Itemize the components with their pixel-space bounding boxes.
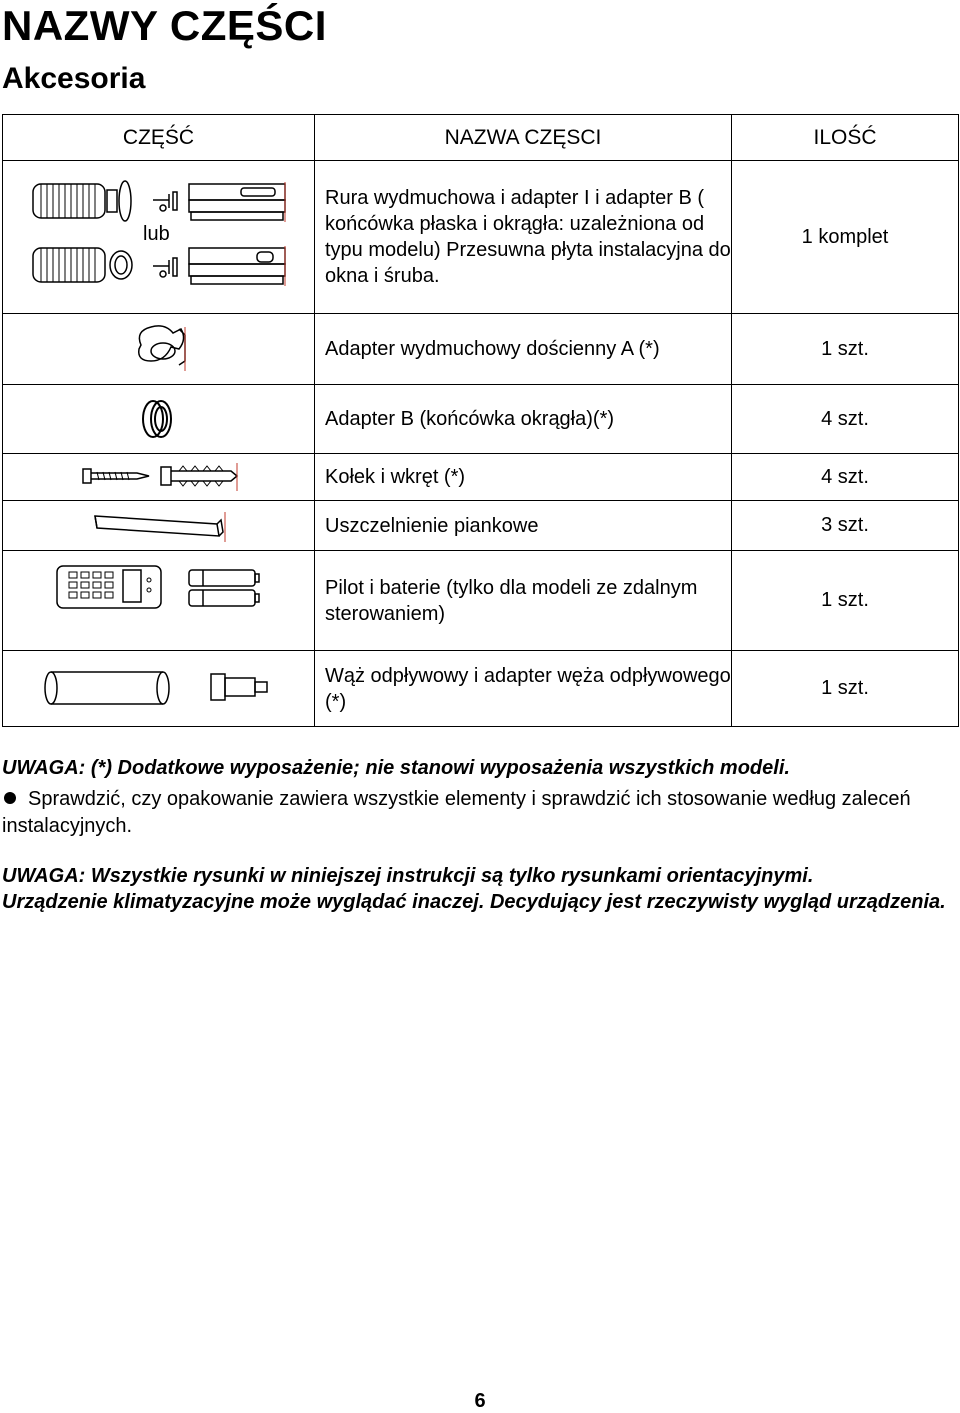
part-qty: 3 szt. <box>732 501 959 551</box>
page-title: NAZWY CZĘŚCI <box>2 2 327 49</box>
check-contents-bullet <box>2 786 952 840</box>
part-name: Adapter wydmuchowy dościenny A (*) <box>315 314 732 385</box>
table-row <box>3 501 959 551</box>
note-optional-equipment: UWAGA: (*) Dodatkowe wyposażenie; nie stanowi wyposażenia wszystkich modeli. <box>2 757 790 779</box>
page-number: 6 <box>474 1390 486 1412</box>
bullet-text: Sprawdzić, czy opakowanie zawiera wszystkie elementy i sprawdzić ich stosowanie według zaleceń instalacyjnych. <box>2 788 911 837</box>
remote-and-batteries-icon <box>3 552 314 649</box>
header-name: NAZWA CZĘSCI <box>315 115 732 161</box>
part-name: Rura wydmuchowa i adapter I i adapter B ( końcówka płaska i okrągła: uzależniona od typu modelu) Przesuwna płyta instalacyjna do okna i śruba. <box>315 161 732 314</box>
part-image-cell <box>3 385 315 454</box>
part-image-cell <box>3 314 315 385</box>
part-image-cell <box>3 651 315 727</box>
part-name: Pilot i baterie (tylko dla modeli ze zdalnym sterowaniem) <box>315 551 732 651</box>
part-name: Uszczelnienie piankowe <box>315 501 732 551</box>
drain-hose-and-adapter-icon <box>3 652 314 725</box>
header-part: CZĘŚĆ <box>3 115 315 161</box>
part-qty: 4 szt. <box>732 385 959 454</box>
part-qty: 4 szt. <box>732 454 959 501</box>
table-row <box>3 551 959 651</box>
part-image-cell <box>3 551 315 651</box>
table-row <box>3 161 959 314</box>
part-qty: 1 komplet <box>732 161 959 314</box>
part-image-cell <box>3 161 315 314</box>
foam-seal-icon <box>3 502 314 549</box>
section-title: Akcesoria <box>2 62 146 95</box>
anchor-and-screw-icon <box>3 455 314 499</box>
header-qty: ILOŚĆ <box>732 115 959 161</box>
part-name: Adapter B (końcówka okrągła)(*) <box>315 385 732 454</box>
accessories-table <box>2 114 959 727</box>
table-row <box>3 385 959 454</box>
note-drawings-line1: UWAGA: Wszystkie rysunki w niniejszej instrukcji są tylko rysunkami orientacyjnymi. <box>2 865 814 887</box>
part-image-cell <box>3 501 315 551</box>
table-row <box>3 651 959 727</box>
exhaust-hose-and-window-slider-icon <box>3 162 314 312</box>
part-qty: 1 szt. <box>732 314 959 385</box>
or-label: lub <box>143 223 170 245</box>
bullet-icon <box>4 792 16 804</box>
part-name: Wąż odpływowy i adapter węża odpływowego (*) <box>315 651 732 727</box>
part-image-cell <box>3 454 315 501</box>
round-adapter-icon <box>3 386 314 452</box>
table-header-row <box>3 115 959 161</box>
part-qty: 1 szt. <box>732 551 959 651</box>
part-qty: 1 szt. <box>732 651 959 727</box>
part-name: Kołek i wkręt (*) <box>315 454 732 501</box>
table-row <box>3 314 959 385</box>
note-drawings-line2: Urządzenie klimatyzacyjne może wyglądać inaczej. Decydujący jest rzeczywisty wygląd urządzenia. <box>2 891 946 913</box>
table-row <box>3 454 959 501</box>
wall-exhaust-adapter-icon <box>3 315 314 383</box>
